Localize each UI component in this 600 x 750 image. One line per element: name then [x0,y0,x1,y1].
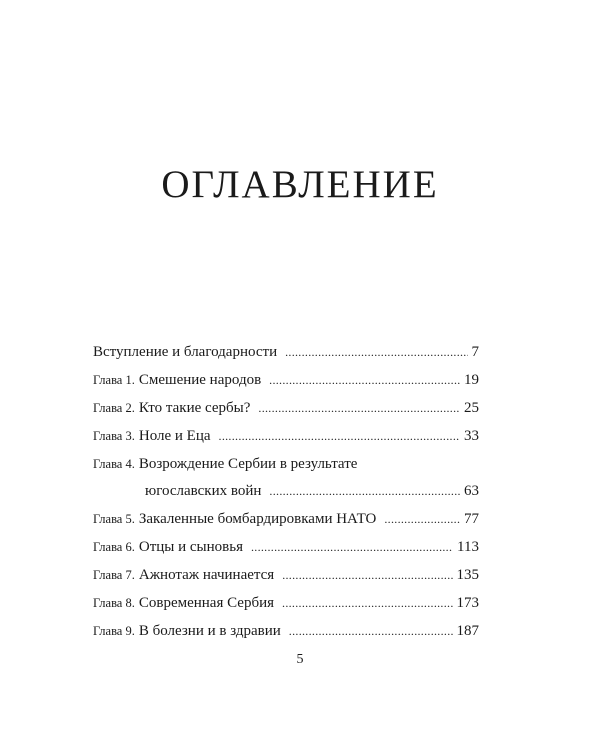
toc-entry-chapter-9[interactable] [93,617,479,645]
toc-entry-page: 173 [456,595,479,611]
toc-chapter-label: Глава 6. [93,540,135,554]
dot-leader [258,394,460,422]
page-number: 5 [296,652,304,667]
toc-entry-title: Вступление и благодарности [93,344,278,360]
toc-entry-chapter-4-continuation[interactable] [93,477,479,505]
toc-entry-title: Кто такие сербы? [138,400,251,416]
toc-entry-intro[interactable] [93,338,479,366]
toc-entry-chapter-2[interactable] [93,394,479,422]
dot-leader [282,561,452,589]
toc-entry-page: 33 [464,428,479,444]
toc-chapter-label: Глава 4. [93,457,135,471]
toc-entry-chapter-6[interactable] [93,533,479,561]
toc-entry-chapter-5[interactable] [93,505,479,533]
toc-entry-page: 135 [456,567,479,583]
toc-entry-title: Ажнотаж начинается [138,567,275,583]
toc-chapter-label: Глава 5. [93,512,135,526]
dot-leader [251,533,453,561]
toc-entry-page: 19 [464,372,479,388]
toc-entry-title-continuation: югославских войн [145,483,262,499]
toc-entry-chapter-7[interactable] [93,561,479,589]
dot-leader [282,589,452,617]
toc-chapter-label: Глава 1. [93,373,135,387]
toc-entry-page: 63 [464,483,479,499]
table-of-contents [93,338,479,645]
dot-leader [384,505,460,533]
toc-entry-chapter-4[interactable] [93,450,479,477]
toc-chapter-label: Глава 7. [93,568,135,582]
toc-chapter-label: Глава 2. [93,401,135,415]
dot-leader [289,617,453,645]
toc-entry-page: 113 [457,539,479,555]
toc-entry-page: 7 [471,344,479,360]
toc-chapter-label: Глава 9. [93,624,135,638]
toc-entry-chapter-8[interactable] [93,589,479,617]
toc-entry-title: В болезни и в здравии [138,623,281,639]
toc-entry-chapter-1[interactable] [93,366,479,394]
toc-entry-title: Отцы и сыновья [138,539,243,555]
dot-leader [269,366,460,394]
page-title: ОГЛАВЛЕНИЕ [161,163,439,206]
dot-leader [219,422,460,450]
dot-leader [285,338,467,366]
toc-entry-page: 25 [464,400,479,416]
toc-entry-chapter-3[interactable] [93,422,479,450]
toc-chapter-label: Глава 8. [93,596,135,610]
toc-chapter-label: Глава 3. [93,429,135,443]
toc-entry-title: Возрождение Сербии в результате [138,456,358,472]
toc-entry-title: Смешение народов [138,372,262,388]
toc-entry-page: 77 [464,511,479,527]
toc-entry-title: Современная Сербия [138,595,275,611]
dot-leader [269,477,460,505]
toc-entry-page: 187 [456,623,479,639]
toc-entry-title: Закаленные бомбардировками НАТО [138,511,377,527]
toc-entry-title: Ноле и Еца [138,428,211,444]
